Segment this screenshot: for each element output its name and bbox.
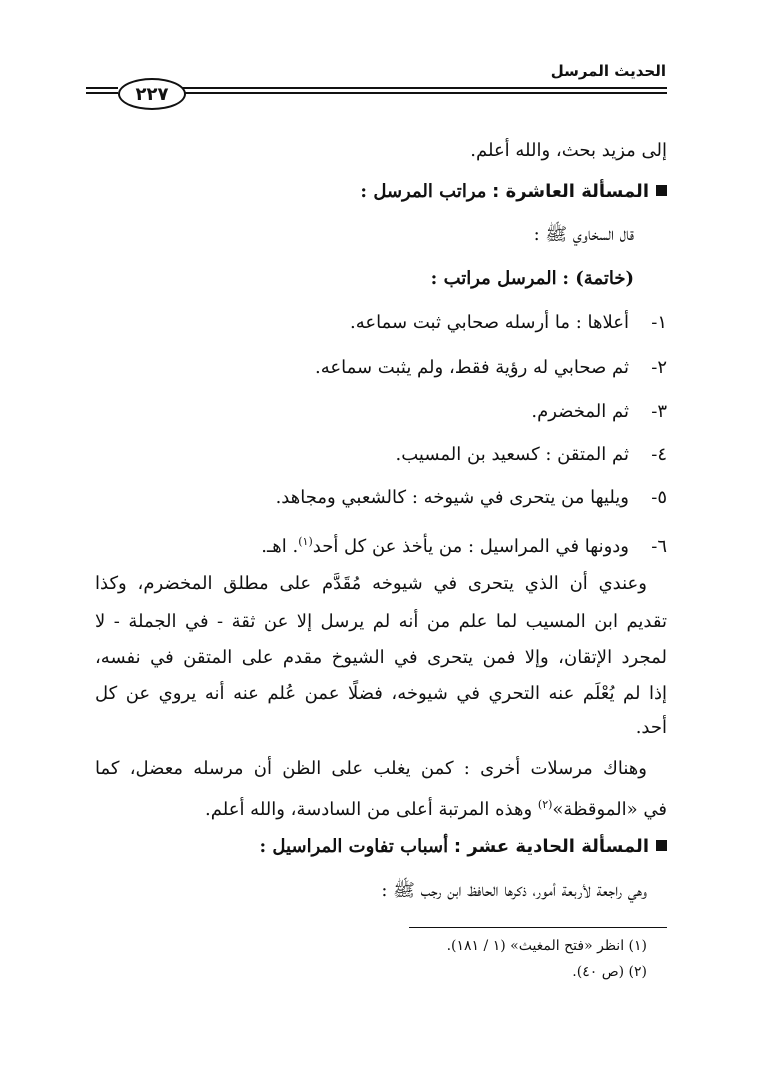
list-item: ٤-ثم المتقن : كسعيد بن المسيب. [395, 444, 667, 465]
text-line: إلى مزيد بحث، والله أعلم. [470, 140, 667, 161]
section-label: المسألة العاشرة : [492, 181, 649, 202]
section-title: أسباب تفاوت المراسيل : [259, 836, 449, 857]
list-item: ٦-ودونها في المراسيل : من يأخذ عن كل أحد$^{(١)}$. اهـ. [261, 535, 667, 557]
list-item: ١-أعلاها : ما أرسله صحابي ثبت سماعه. [350, 312, 667, 333]
running-title: الحديث المرسل [550, 62, 666, 80]
list-item: ٥-ويليها من يتحرى في شيوخه : كالشعبي ومجاهد. [275, 487, 667, 508]
footnote-ref: (٢) [537, 798, 553, 811]
paragraph-line: تقديم ابن المسيب لما علم من أنه لم يرسل إلا عن ثقة - في الجملة - لا [95, 611, 667, 632]
text-line: قال السخاوي ﷺ : [533, 224, 634, 245]
footnote-divider [409, 927, 667, 928]
list-item: ٢-ثم صحابي له رؤية فقط، ولم يثبت سماعه. [314, 357, 667, 378]
khatima-text: المرسل مراتب : [430, 268, 557, 289]
header-rule-left [86, 87, 118, 94]
khatima-label: (خاتمة) : [562, 268, 634, 289]
list-item: ٣-ثم المخضرم. [531, 401, 667, 422]
footnote: (٢) (ص ٤٠). [572, 964, 647, 980]
page-number: ٢٢٧ [118, 78, 186, 110]
square-bullet-icon [656, 840, 667, 851]
header-rule-right [182, 87, 667, 94]
section-title: مراتب المرسل : [360, 181, 487, 202]
text-line: وهي راجعة لأربعة أمور، ذكرها الحافظ ابن رجب ﷺ : [381, 880, 647, 901]
khatima-line [431, 267, 634, 291]
section-heading-10 [360, 180, 667, 204]
footnote: (١) انظر «فتح المغيث» (١ / ١٨١). [446, 938, 647, 954]
paragraph-line: وعندي أن الذي يتحرى في شيوخه مُقَدَّم على مطلق المخضرم، وكذا [95, 573, 647, 594]
paragraph-line: أحد. [635, 717, 667, 738]
paragraph-line: في «الموقظة»$^{(٢)}$ وهذه المرتبة أعلى من السادسة، والله أعلم. [205, 798, 667, 820]
section-heading-11 [260, 835, 667, 859]
paragraph-line: وهناك مرسلات أخرى : كمن يغلب على الظن أن مرسله معضل، كما [95, 758, 647, 779]
paragraph-line: لمجرد الإتقان، وإلا فمن يتحرى في الشيوخ مقدم على المتقن في نفسه، [95, 647, 667, 668]
section-label: المسألة الحادية عشر : [453, 836, 649, 857]
paragraph-line: إذا لم يُعْلَم عنه التحري في شيوخه، فضلًا عمن عُلم عنه أنه يروي عن كل [95, 683, 667, 704]
square-bullet-icon [656, 185, 667, 196]
footnote-ref: (١) [298, 535, 313, 548]
